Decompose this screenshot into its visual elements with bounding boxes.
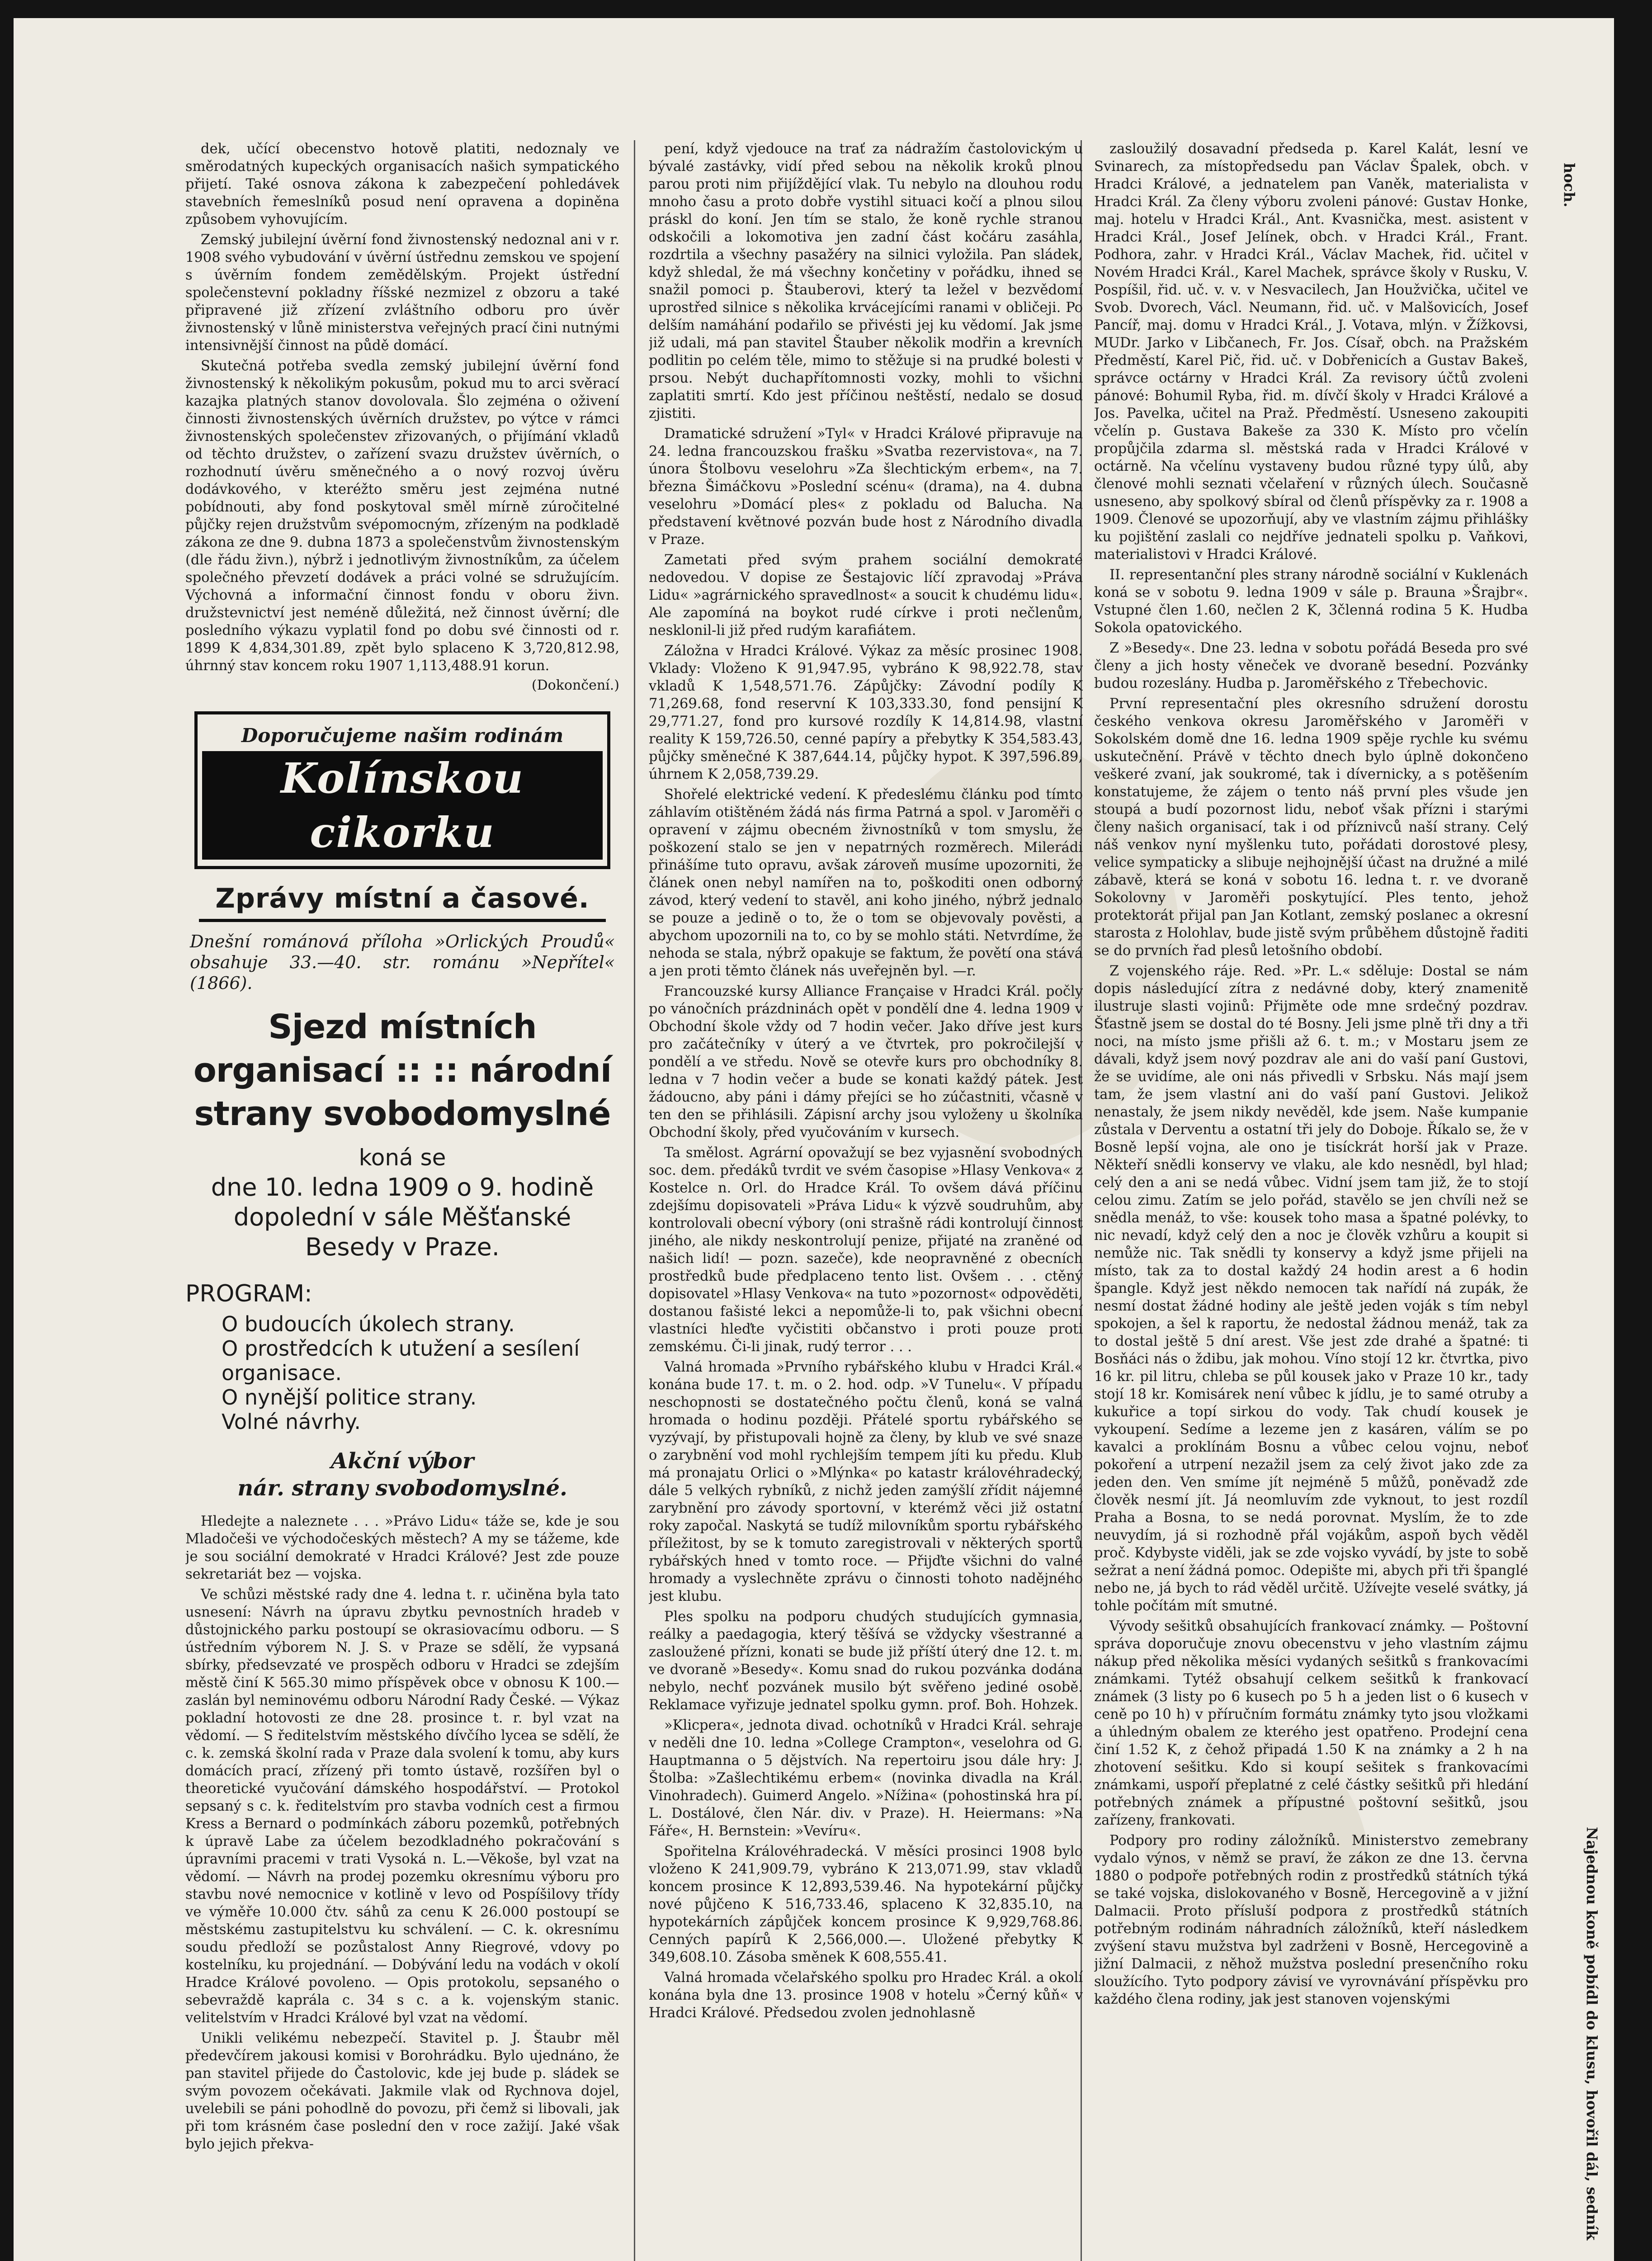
paragraph: II. representanční ples strany národně sociální v Kuklenách koná se v sobotu 9. ledna 1909 v sále p. Brauna »Šrajbr«. Vstupné člen 1.60, nečlen 2 K, 3členná rodina 5 K. Hudba Sokola opatovického. [1094,567,1528,636]
edge-text-line: hoch. [1561,163,1578,208]
paragraph: Spořitelna Královéhradecká. V měsíci prosinci 1908 bylo vloženo K 241,909.79, vybráno K 213,071.99, stav vkladů koncem prosince K 12,893,539.46. Na hypotekární půjčky nové půjčeno K 516,733.46, splaceno K 32,835.10, na hypotekárních zápůjček koncem prosince K 9,929,768.86. Cenných papírů K 2,566,000.—. Uložené přebytky K 349,608.10. Zásoba směnek K 608,555.41. [649,1844,1083,1965]
congress-date: dne 10. ledna 1909 o 9. hodině dopolední v sále Měšťanské Besedy v Praze. [211,1173,594,1261]
program-item: Volné návrhy. [222,1410,361,1434]
paragraph: Hledejte a naleznete . . . »Právo Lidu« táže se, kde je sou Mladočeši ve východočeských městech? A my se tážeme, kde je sou sociální demokraté v Hradci Králové? Jest zde pouze sekretariát bez — vojska. [185,1514,619,1582]
column-rule [634,140,635,2261]
committee-line-1: Akční výbor [330,1448,474,1474]
paragraph: Z vojenského ráje. Red. »Pr. L.« sděluje: Dostal se nám dopis následující zítra z nedávné doby, který znamenitě ilustruje slasti vojinů: Přijměte ode mne srdečný pozdrav. Šťastně jsem se dostal do té Bosny. Jeli jsme plně tři dny a tři noci, na místo jsme přišli až 6. t. m.; v Mostaru jsem ze dávali, když jsem nový pozdrav ale ani do vaší paní Gustovi, že se uvidíme, ale oni nás přivedli v Srbsku. Nás mají jsem tam, že jsem vlastní ani do vaší paní Gustovi. Jelikož nenastaly, že jsem nikdy nevěděl, kde jsem. Naše kumpanie zůstala v Derventu a ostatní tři jely do Doboje. Říkalo se, že v Bosně lepší vojna, ale ono je tisíckrát horší jak v Praze. Někteří snědli konservy ve vlaku, ale kdo nesnědl, byl hlad; celý den a ani se nedá vůbec. Vidní jsem tam již, že to stojí celou zimu. Zatím se jelo pořád, stavělo se jen chvíli než se snědla menáž, to vše: kousek toho masa a špatné polévky, to nic nevadí, když celý den a noc je člověk vzhůru a koupit si nemůže nic. Tak snědli ty konservy a když jsme přijeli na místo, tak za to dostal každý 24 hodin arest a 6 hodin špangle. Když jest někdo nemocen tak nařídí ná zupák, že nesmí dostat žádné hodiny ale ještě jeden voják s tím nebyl spokojen, a šel k raportu, že nedostal žádnou menáž, tak za to dostal ještě 5 dní arest. Vše jest zde drahé a špatné: ti Bosňáci nás o ždibu, jak mohou. Víno stojí 12 kr. čtvrtka, pivo 16 kr. pil litru, chleba se půl kousek jako v Praze 10 kr., tady stojí 18 kr. Komisárek není vůbec k jídlu, je to samé otruby a kukuřice a topí sirkou do vody. Tak chudí kousek je vykoupení. Sedíme a lezeme jen z kasáren, válím se po kavalci a proklínám Bosnu a vůbec celou vojnu, neboť pokoření a utrpení nezažil jsem za celý život jako zde za jeden den. Ven smíme jít nejméně 5 můžů, poněvadž zde člověk nesmí jít. Já neomluvím zde vyknout, to jest rozdíl Praha a Bosna, to se nedá porovnat. Myslím, že to zde neuvydím, já si rozhodně přál vojákům, aspoň bych věděl proč. Kdybyste viděli, jak se zde vojsko vyvádí, by jste to sobě sežrat a není žádná pomoc. Odepište mi, abych při tři španglé nebo ne, já bych to rád věděl určitě. Užívejte veselé svátky, já tohle počítám mít smutné. [1094,963,1528,1614]
edge-text-line: Najednou koně pobídl do klusu, hovořil dál, sedník [1583,1827,1600,2241]
paragraph: »Klicpera«, jednota divad. ochotníků v Hradci Král. sehraje v neděli dne 10. ledna »College Crampton«, veselohra od G. Hauptmanna o 5 dějstvích. Na repertoiru jsou dále hry: J. Štolba: »Zašlechtikému erbem« (novinka divadla na Král. Vinohradech). Guimerd Angelo. »Nížina« (pohostinská hra pí. L. Dostálové, člen Nár. div. v Praze). H. Heiermans: »Na Fáře«, H. Bernstein: »Vevíru«. [649,1717,1083,1839]
paragraph: První representační ples okresního sdružení dorostu českého venkova okresu Jaroměřského v Jaroměři v Sokolském domě dne 16. ledna 1909 spěje rychle ku svému uskutečnění. Právě v těchto dnech bylo úplně dokončeno veškeré zvaní, jak soukromé, tak i dívernicky, a s potěšením konstatujeme, že zájem o tento náš první ples všude jen stoupá a budí pozornost lidu, neboť však přízni i starými členy našich organisací, tak i od příznivců naší strany. Celý náš venkov nyní myšlenku tuto, pořádati dorostové plesy, velice sympaticky a slibuje nejhojnější účast na družné a milé zábavě, která se koná v sobotu 16. ledna t. r. ve dvoraně Sokolovny v Jaroměři poskytující. Ples tento, jehož protektorát přijal pan Jan Kotlant, zemský poslanec a okresní starosta z Holohlav, bude jistě svým průběhem důstojně řaditi se do prvních řad plesů letošního období. [1094,696,1528,959]
chicory-advertisement [194,711,610,869]
congress-kona-se: koná se [359,1145,446,1171]
paragraph: Francouzské kursy Alliance Française v Hradci Král. počly po vánočních prázdninách opět v pondělí dne 4. ledna 1909 v Obchodní škole vždy od 7 hodin večer. Jako dříve jest kurs pro začátečníky v úterý a ve čtvrtek, pro pokročilejší v pondělí a ve středu. Nově se otevře kurs pro obchodníky 8. ledna v 7 hodin večer a bude se konati každý pátek. Jest žádoucno, aby páni i dámy přejíci se ho zúčastniti, včasně v ten den se přihlásili. Zápisní archy jsou vyloženy u školníka Obchodní školy, před vyučováním v kursech. [649,984,1083,1140]
paragraph: pení, když vjedouce na trať za nádražím častolovickým u bývalé zastávky, vidí před sebou na několik kroků plnou parou proti nim přijíždějící vlak. Tu nebylo na dlouhou rodu mnoho času a proto dobře vystihl situaci kočí a plnou silou práskl do koní. Jen tím se stalo, že koně rychle stranou odskočili a lokomotiva jen zadní část kočáru zasáhla, rozdrtila a všechny pasažéry na silnici vyložila. Pan sládek, když shledal, že má všechny končetiny v pořádku, ihned se snažil pomoci p. Štauberovi, který ta ležel v bezvědomí uprostřed silnice s několika krvácejícími ranami v obličeji. Po delším namáhání podařilo se přivésti jej ku vědomí. Jak jsme již udali, má pan stavitel Štauber několik modřin a krevních podlitin po celém těle, mimo to stěžuje si na prudké bolesti v prsou. Nebýt duchapřítomnosti vozky, mohli to všichni zaplatiti smrtí. Kdo jest příčinou neštěstí, nedalo se dosud zjistiti. [649,141,1083,421]
paragraph: zasloužilý dosavadní předseda p. Karel Kalát, lesní ve Svinarech, za místopředsedu pan Václav Špalek, obch. v Hradci Králové, a jednatelem pan Vaněk, materialista v Hradci Král. Za členy výboru zvoleni pánové: Gustav Honke, maj. hotelu v Hradci Král., Ant. Kvasnička, mest. asistent v Hradci Král., Josef Jelínek, obch. v Hradci Král., Frant. Podhora, zahr. v Hradci Král., Václav Machek, řid. učitel v Novém Hradci Král., Karel Machek, správce školy v Rusku, V. Pospíšil, řid. uč. v. v. v Nesvacilech, Jan Houžvička, učitel ve Svob. Dvorech, Václ. Neumann, řid. uč. v Malšovicích, Josef Pancíř, maj. domu v Hradci Král., J. Votava, mlýn. v Žížkovsi, MUDr. Jarko v Libčanech, Fr. Jos. Císař, obch. na Pražském Předměstí, Karel Pič, řid. uč. v Dobřenicích a Gustav Bakeš, správce octárny v Hradci Král. Za revisory účtů zvoleni pánové: Bohumil Ryba, řid. m. dívčí školy v Hradci Králové a Jos. Pavelka, učitel na Praž. Předměstí. Usneseno zakoupiti včelín p. Gustava Bakeše za 330 K. Místo pro včelín propůjčila zdarma sl. městská rada v Hradci Králové v octárně. Na včelínu vystaveny budou různé typy úlů, aby členové mohli seznati včelaření v různých úlech. Současně usneseno, aby spolkový sbíral od členů příspěvky za r. 1908 a 1909. Členové se upozorňují, aby ve vlastním zájmu přihlášky ku pojištění zaslali co nejdříve jednateli spolku p. Vaňkovi, materialistovi v Hradci Králové. [1094,141,1528,563]
paragraph: Skutečná potřeba svedla zemský jubilejní úvěrní fond živnostenský k několikým pokusům, pokud mu to arci svěrací kazajka platných stanov dovolovala. Šlo zejména o oživení činnosti živnostenských úvěrních družstev, po výtce v rámci živnostenských společenstev zřizovaných, o přijímání vkladů od těchto družstev, o zařízení svazu družstev úvěrních, o rozhodnutí úvěru směnečného a o nový rozvoj úvěru dodávkového, v kteréžto směru jest zejména nutné pobídnouti, aby fond poskytoval směl mírně zúročitelné půjčky rejen družstvům svépomocným, zřízeným na podkladě zákona ze dne 9. dubna 1873 a společenstvům živnostenským (dle řádu živn.), nýbrž i jednotlivým živnostníkům, za účelem společného převzetí dodávek a práci volné se sdružujícím. Výchovná a informační činnost fondu v oboru živn. družstevnictví jest neméně důležitá, než činnost úvěrní; dle posledního výkazu vyplatil fond po dobu své činnosti od r. 1899 K 4,834,301.89, zpět bylo splaceno K 3,720,812.98, úhrnný stav koncem roku 1907 1,113,488.91 korun. [185,358,619,674]
paragraph: Valná hromada »Prvního rybářského klubu v Hradci Král.« konána bude 17. t. m. o 2. hod. odp. »V Tunelu«. V případu neschopnosti se dostatečného počtu členů, koná se valná hromada o hodinu později. Přátelé sportu rybářského se vyzývají, by přistupovali hojně za členy, by klub ve své snaze o zarybnění vod mohl rychlejším tempem jíti ku předu. Klub má pronajatu Orlici o »Mlýnka« po katastr královéhradecký, dále 5 velkých rybníků, z nichž jeden zamýšlí zřídit nájemné zarybnění pro závody sportovní, v kterémž věci již ostatní roky započal. Naskytá se tudíž milovníkům sportu rybářského příležitost, by se k tomuto zaregistrovali v některých sportů rybářských hned v tomto roce. — Přijďte všichni do valné hromady a vyslechněte zprávu o činnosti tohoto nadějného jest klubu. [649,1359,1083,1604]
ad-tagline: Doporučujeme našim rodinám [241,724,564,747]
paragraph: Unikli velikému nebezpečí. Stavitel p. J. Štaubr měl předevčírem jakousi komisi v Borohrádku. Bylo ujednáno, že pan stavitel přijede do Častolovic, kde jej bude p. sládek se svým povozem očekávati. Jakmile vlak od Rychnova dojel, uvelebili se páni pohodlně do povozu, při čemž si libovali, jak při tom krásném čase poslední den v roce zažijí. Jaké však bylo jejich překva- [185,2030,619,2152]
ad-brand: Kolínskou cikorku [202,751,603,860]
committee-line-2: nár. strany svobodomyslné. [237,1476,567,1501]
newspaper-page [14,18,1614,2261]
section-rule [199,919,606,922]
paragraph: Podpory pro rodiny záložníků. Ministerstvo zemebrany vydalo výnos, v němž se praví, že zákon ze dne 13. června 1880 o podpoře potřebných rodin z prostředků státních týká se také vojska, dislokovaného v Bosně, Hercegovině a v jižní Dalmacii. Proto přísluší podpora z prostředků státních potřebným rodinám náhradních záložníků, kteří následkem zvýšení stavu mužstva byl zadrženi v Bosně, Hercegovině a jižní Dalmacii, z něhož mužstva poslední presenčního roku sloužícího. Tyto podpory závisí ve vyrovnávání příspěvku pro každého člena rodiny, jak jest stanoven vojenskými [1094,1833,1528,2007]
edge-bleed-text [1551,154,1614,2261]
program-item: O nynější politice strany. [222,1385,477,1410]
paragraph: Vývody sešitků obsahujících frankovací známky. — Poštovní správa doporučuje znovu obecenstvu v jeho vlastním zájmu nákup před několika měsíci vydaných sešitků s frankovacími známkami. Tytéž obsahují celkem sešitků k frankovací známek (3 listy po 6 kusech po 5 h a jeden list o 6 kusech v ceně po 10 h) v příručním formátu známky tyto jsou vložkami a úhledným obalem ze kterého jest opatřeno. Prodejní cena činí 1.52 K, z čehož připadá 1.50 K na známky a 2 h na zhotovení sešitku. Kdo si koupí sešitek s frankovacími známkami, uspoří přeplatné z celé částky sešitků při hledání potřebných známek a přípustné poštovní sešitků, jsou zařízeny, frankovati. [1094,1618,1528,1828]
signature-committee [185,1447,619,1502]
paragraph: dek, učící obecenstvo hotově platiti, nedoznaly ve směrodatných kupeckých organisacích našich sympatického přijetí. Také osnova zákona k zabezpečení pohledávek stavebních řemeslníků posud není opravena a dopiněna způsobem vyhovujícím. [185,141,619,227]
paragraph: Záložna v Hradci Králové. Výkaz za měsíc prosinec 1908. Vklady: Vloženo K 91,947.95, vybráno K 98,922.78, stav vkladů K 1,548,571.76. Zápůjčky: Závodní podíly K 71,269.68, fond reservní K 103,333.30, fond pensijní K 29,771.27, fond pro kursové rozdíly K 14,814.98, vlastní reality K 159,726.50, cenné papíry a přebytky K 354,583.43, půjčky směnečné K 387,644.14, půjčky hypot. K 397,596.89, úhrnem K 2,058,739.29. [649,643,1083,782]
paragraph: Zametati před svým prahem sociální demokraté nedovedou. V dopise ze Šestajovic líčí zpravodaj »Práva Lidu« »agrárnického spravedlnost« a soucit k chudému lidu«. Ale zapomíná na boykot rudé církve i proti nečlenům, nesklonil-li již před rudým karafiátem. [649,552,1083,639]
program-item: O prostředcích k utužení a sesílení organisace. [222,1336,580,1385]
section-title: Zprávy místní a časové. [215,883,590,914]
paragraph: Z »Besedy«. Dne 23. ledna v sobotu pořádá Beseda pro své členy a jich hosty věneček ve dvoraně besední. Pozvánky budou rozeslány. Hudba p. Jaroměřského z Třebechovic. [1094,640,1528,691]
program-heading: PROGRAM: [185,1280,312,1307]
to-be-continued: (Dokončení.) [531,677,619,693]
paragraph: Dramatické sdružení »Tyl« v Hradci Králové připravuje na 24. ledna francouzskou frašku »Svatba rezervistova«, na 7. února Štolbovu veselohru »Za šlechtickým erbem«, na 7. března Šimáčkovu »Poslední scénu« (drama), na 4. dubna veselohru »Domácí ples« z pokladu od Balucha. Na představení květnové pozván bude host z Národního divadla v Praze. [649,426,1083,548]
novel-supplement-note: Dnešní románová příloha »Orlických Proudů« obsahuje 33.—40. str. románu »Nepřítel« (1866). [190,932,615,993]
column-1 [185,140,619,2261]
congress-headline: Sjezd místních organisací :: :: národní strany svobodomyslné [193,1008,612,1133]
program-item: O budoucích úkolech strany. [222,1312,515,1336]
paragraph: Zemský jubilejní úvěrní fond živnostenský nedoznal ani v r. 1908 svého vybudování v úvěrní ústřednu zemskou ve spojení s úvěrním fondem zemědělským. Projekt ústřední společenstevní pokladny říšské nezmizel z obzoru a také připravené již zřízení zvláštního odboru pro úvěr živnostenský v lůně ministerstva veřejných prací čini nutnými intensivnější činnost na půdě domácí. [185,232,619,354]
paragraph: Ve schůzi městské rady dne 4. ledna t. r. učiněna byla tato usnesení: Návrh na úpravu zbytku pevnostních hradeb v důstojnického parku postoupí se okrasiovacímu odboru. — S ústředním výborem N. J. S. v Praze se sdělí, že vypsaná sbírky, předsevzaté ve prospěch odboru v Hradci se zdejším městě činí K 565.30 mimo příspěvek obce v obnosu K 100.— zaslán byl neminovému odboru Národní Rady České. — Výkaz pokladní hotovosti ze dne 28. prosince t. r. byl vzat na vědomí. — S ředitelstvím městského dívčího lycea se sdělí, že c. k. zemská školní rada v Praze dala svolení k tomu, aby kurs domácích prací, zřízený při tomto ústavě, rozšířen byl o theoretické vyučování dámského hospodářství. — Protokol sepsaný s c. k. ředitelstvím pro stavba vodních cest a firmou Kress a Bernard o podmínkách záboru pozemků, potřebných k úpravě Labe za účelem bezodkladného pokračování s úpravními pracemi v trati Vysoká n. L.—Věkoše, byl vzat na vědomí. — Návrh na prodej pozemku okresnímu výboru pro stavbu nové nemocnice v kotlině v levo od Pospíšilovy třídy ve výměře 10.000 čtv. sáhů za cenu K 26.000 postoupí se městskému zastupitelstvu ku schválení. — C. k. okresnímu soudu předloží se pozůstalost Anny Riegrové, vdovy po kostelníku, ku projednání. — Dobývání ledu na vodách v okolí Hradce Králové povoleno. — Opis protokolu, sepsaného o sebevraždě kaprála c. 34 s c. a k. vojenským stanic. velitelstvím v Hradci Králové byl vzat na vědomí. [185,1587,619,2026]
column-3 [1094,140,1528,2261]
paragraph: Ples spolku na podporu chudých studujících gymnasia, reálky a paedagogia, který těšívá se vždycky všestranné a zasloužené přízni, konati se bude již příští úterý dne 12. t. m. ve dvoraně »Besedy«. Komu snad do rukou pozvánka dodána nebylo, nechť pozvánek musilo být svěřeno jediné osobě. Reklamace vyřizuje jednatel spolku gymn. prof. Boh. Hohzek. [649,1609,1083,1713]
paragraph: Valná hromada včelařského spolku pro Hradec Král. a okolí konána byla dne 13. prosince 1908 v hotelu »Černý kůň« v Hradci Králové. Předsedou zvolen jednohlasně [649,1970,1083,2021]
paragraph: Ta smělost. Agrární opovažují se bez vyjasnění svobodných soc. dem. předáků tvrdit ve svém časopise »Hlasy Venkova« z Kostelce n. Orl. do Hradce Král. To ovšem dává příčinu zdejšímu dopisovateli »Práva Lidu« k výzvě soudruhům, aby kontrolovali obecní výbory (oni strašně rádi kontrolují činnost jiného, ale nikdy neskontrolují penize, přijaté na zraněné od našich lidí! — pozn. sazeče), kde neopravněné z obecních prostředků bude předplaceno tento list. Ovšem . . . ctěný dopisovatel »Hlasy Venkova« na tuto »pozornost« odpověděti, dostanou fašisté lekci a nepomůže-li to, pak všichni obecní vlastníci hleďte vyčistiti občanstvo i proti pouze proti zemskému. Či-li jinak, rudý terror . . . [649,1145,1083,1355]
column-2 [649,140,1083,2261]
paragraph: Shořelé elektrické vedení. K předeslému článku pod tímto záhlavím otištěném žádá nás firma Patrná a spol. v Jaroměři o opravení v zájmu obecném živnostníků v tom smyslu, že poškození stalo se jen v nepatrných rozměrech. Milerádi přinášíme tuto opravu, avšak zároveň musíme upozorniti, že článek onen nebyl namířen na to, poškoditi onen odborný závod, který vedení to stavěl, ani koho jiného, nýbrž jednalo se pouze a jedině o to, že o tom se objevovaly pověsti, a abychom upozornili na to, co by se mohlo státi. Netvrdíme, že nehoda se stala, nýbrž opakuje se faktum, že povětí ona stává a jen proti těmto článek nás uveřejněn byl. —r. [649,787,1083,979]
